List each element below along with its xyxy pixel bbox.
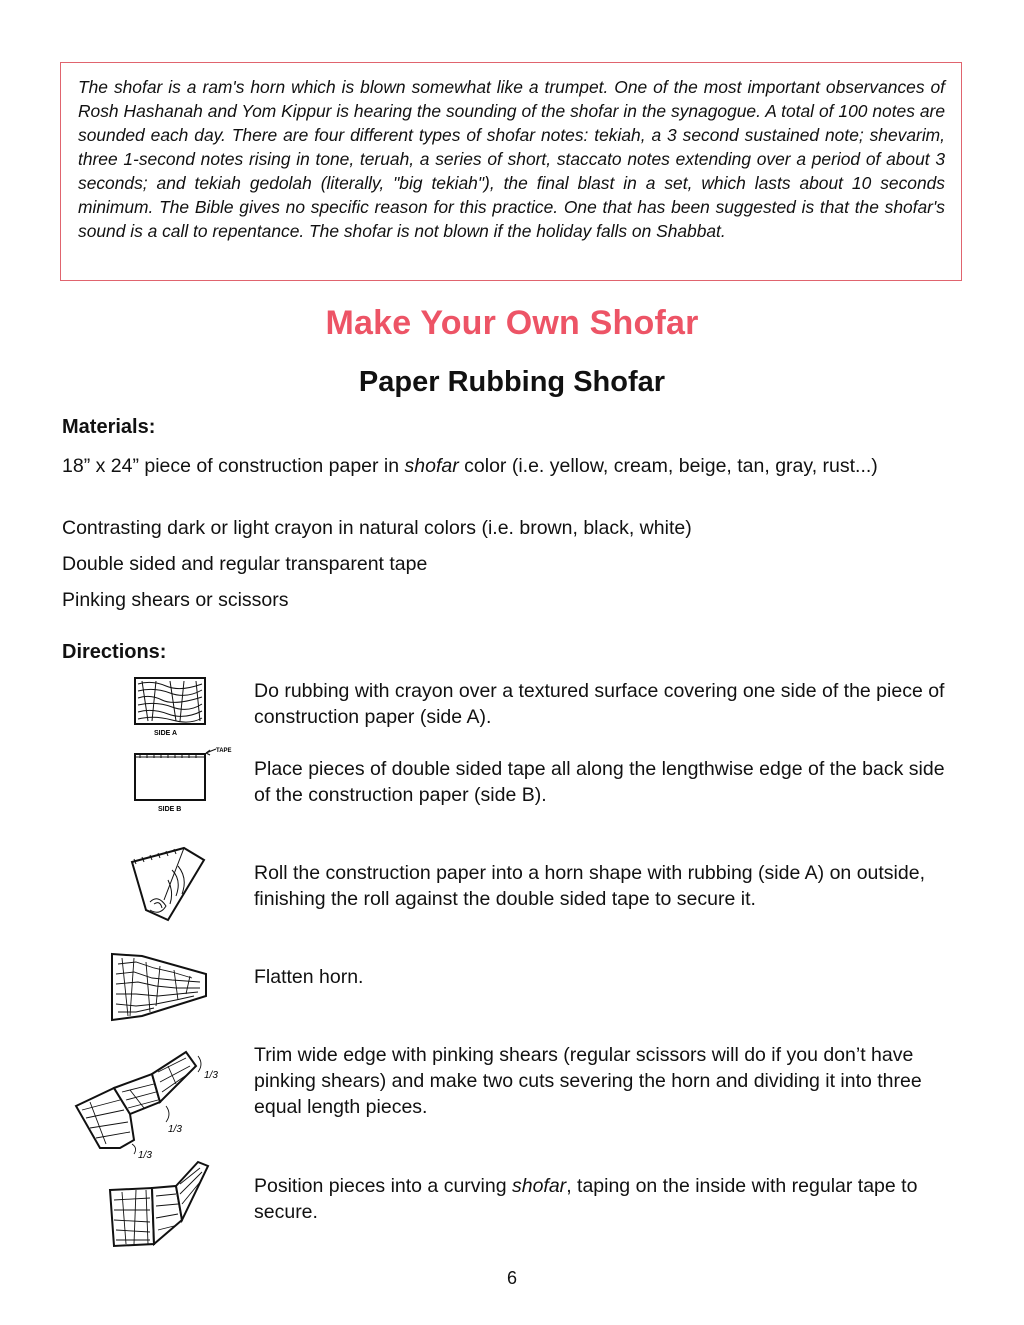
material-item [62,551,942,577]
material-text: Contrasting dark or light crayon in natural colors (i.e. brown, black, white) [62,517,692,539]
material-item [62,587,942,613]
flattened-horn-illustration [106,950,214,1024]
third-label: 1/3 [138,1150,152,1160]
material-text: Double sided and regular transparent tape [62,553,428,575]
step-text: Position pieces into a curving [254,1175,512,1197]
materials-heading: Materials: [62,416,156,438]
step-6-text [254,1173,966,1225]
step-5-text [254,1042,966,1120]
step-text: Trim wide edge with pinking shears (regular scissors will do if you don’t have pinking shears) and make two cuts severing the horn and dividing it into three equal length pieces. [254,1044,922,1118]
cut-thirds-illustration [70,1044,220,1160]
material-emphasis: shofar [404,455,459,477]
side-b-label: SIDE B [158,806,182,813]
step-2-text [254,756,966,808]
tape-label: TAPE [216,748,232,754]
rolled-horn-illustration [124,840,214,924]
page-subtitle: Paper Rubbing Shofar [358,366,666,398]
step-text: Flatten horn. [254,966,364,988]
step-1-text [254,678,966,730]
side-b-tape-illustration [130,744,236,816]
side-a-label: SIDE A [154,730,178,737]
third-label: 1/3 [204,1070,218,1081]
step-text: Roll the construction paper into a horn shape with rubbing (side A) on outside, finishing the roll against the double sided tape to secure it. [254,862,925,910]
third-label: 1/3 [168,1124,182,1135]
step-text: Do rubbing with crayon over a textured surface covering one side of the piece of construction paper (side A). [254,680,945,728]
side-a-rubbing-illustration [132,676,210,738]
material-item [62,453,942,479]
material-text: color (i.e. yellow, cream, beige, tan, gray, rust...) [458,455,878,477]
step-text: , taping on the inside with regular tape to secure. [254,1175,918,1223]
intro-box [60,62,962,281]
curved-shofar-illustration [106,1160,212,1250]
step-4-text [254,964,966,990]
page-number: 6 [506,1268,517,1288]
step-3-text [254,860,966,912]
directions-heading: Directions: [62,641,167,663]
intro-text: The shofar is a ram's horn which is blown somewhat like a trumpet. One of the most important observances of Rosh Hashanah and Yom Kippur is hearing the sounding of the shofar in the synagogue. A total of 100 notes are sounded each day. There are four different types of shofar notes: tekiah, a 3 second sustained note; shevarim, three 1-second notes rising in tone, teruah, a series of short, staccato notes extending over a period of about 3 seconds; and tekiah gedolah (literally, "big tekiah"), the final blast in a set, which lasts about 10 seconds minimum. The Bible gives no specific reason for this practice. One that has been suggested is that the shofar's sound is a call to repentance. The shofar is not blown if the holiday falls on Shabbat. [78,77,945,241]
material-text: 18” x 24” piece of construction paper in [62,455,405,477]
step-text: Place pieces of double sided tape all along the lengthwise edge of the back side of the construction paper (side B). [254,758,945,806]
step-emphasis: shofar [511,1175,567,1197]
page-title: Make Your Own Shofar [325,304,699,342]
material-item [62,515,942,541]
material-text: Pinking shears or scissors [62,589,289,611]
